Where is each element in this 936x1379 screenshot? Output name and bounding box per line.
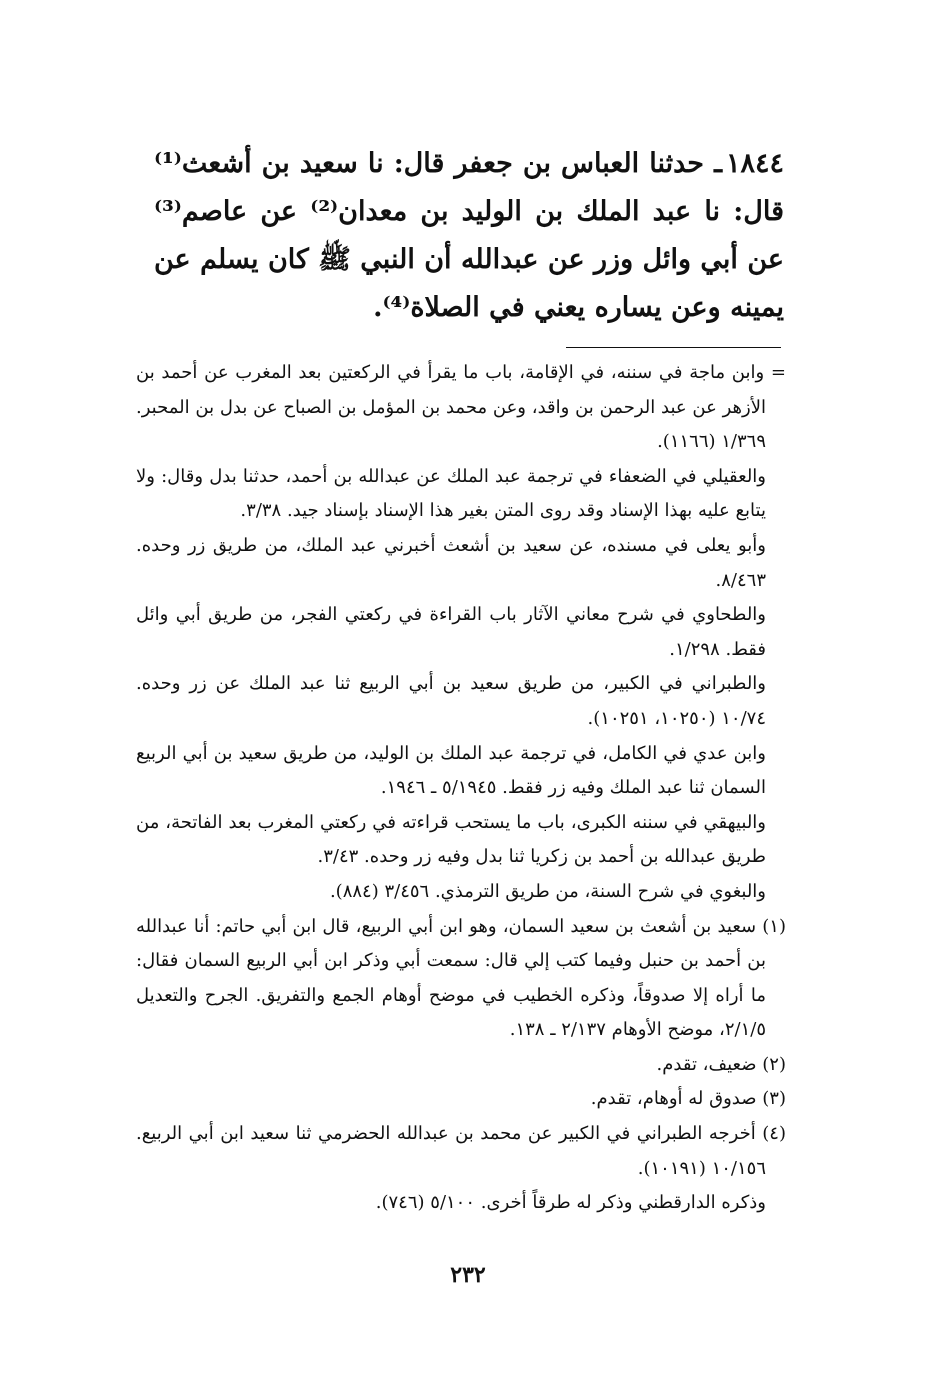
- footnote-1-text: سعيد بن أشعث بن سعيد السمان، وهو ابن أبي الربيع، قال ابن أبي حاتم: أنا عبدالله بن أحمد بن حنبل وفيما كتب إلي قال: سمعت أبي وذكر ابن أبي الربيع السمان فقال: ما أراه إلا صدوقاً، وذكره الخطيب في موضح أوهام الجمع والتفريق. الجرح والتعديل ٢/١/٥، موضح الأوهام ٢/١٣٧ ـ ١٣٨.: [136, 915, 766, 1041]
- footnote-paragraph-baghawi: والبغوي في شرح السنة، من طريق الترمذي. ٣/٤٥٦ (٨٨٤).: [329, 880, 766, 902]
- footnote-3-label: (٣): [762, 1088, 786, 1110]
- footnote-3-text: صدوق له أوهام، تقدم.: [590, 1088, 757, 1110]
- footnote-continuation: = وابن ماجة في سننه، في الإقامة، باب ما يقرأ في الركعتين بعد المغرب عن أحمد بن الأزهر عن عبد الرحمن بن واقد، وعن محمد بن المؤمل بن الصباح عن بدل بن المحبر. ١/٣٦٩ (١١٦٦).: [136, 362, 786, 453]
- footnote-4-text: أخرجه الطبراني في الكبير عن محمد بن عبدالله الحضرمي ثنا سعيد ابن أبي الربيع. ١٠/١٥٦ (١٠١٩١).: [136, 1123, 766, 1179]
- footnote-4-label: (٤): [762, 1123, 786, 1145]
- footnote-paragraph-bayhaqi: والبيهقي في سننه الكبرى، باب ما يستحب قراءته في ركعتي المغرب بعد الفاتحة، من طريق عبدالله بن أحمد بن زكريا ثنا بدل وفيه زر وحده. ٣/٤٣.: [136, 811, 766, 868]
- footnote-2: [136, 1048, 786, 1083]
- footnote-paragraph-ibn-adi: وابن عدي في الكامل، في ترجمة عبد الملك بن الوليد، من طريق سعيد بن أبي الربيع السمان ثنا عبد الملك وفيه زر فقط. ٥/١٩٤٥ ـ ١٩٤٦.: [136, 742, 766, 799]
- footnote-paragraph-uqayli: والعقيلي في الضعفاء في ترجمة عبد الملك عن عبدالله بن أحمد، حدثنا بدل وقال: ولا يتابع عليه بهذا الإسناد وقد روى المتن بغير هذا الإسناد بإسناد جيد. ٣/٣٨.: [136, 465, 766, 522]
- footnote-1: [136, 910, 786, 1048]
- footnote-paragraph-abu-yala: وأبو يعلى في مسنده، عن سعيد بن أشعث أخبرني عبد الملك، من طريق زر وحده. ٨/٤٦٣.: [136, 534, 766, 591]
- footnote-3: [136, 1082, 786, 1117]
- footnote-paragraph-tabarani: والطبراني في الكبير، من طريق سعيد بن أبي الربيع ثنا عبد الملك عن زر وحده. ١٠/٧٤ (١٠٢٥٠، ١٠٢٥١).: [136, 673, 766, 729]
- hadith-number: ١٨٤٤: [725, 148, 784, 179]
- footnote-separator: [566, 347, 781, 348]
- footnote-paragraph-tahawi: والطحاوي في شرح معاني الآثار باب القراءة في ركعتي الفجر، من طريق أبي وائل فقط. ١/٢٩٨.: [136, 604, 766, 660]
- page-number: ٢٣٢: [450, 1262, 486, 1288]
- footnote-1-label: (١): [762, 915, 786, 937]
- footnote-2-text: ضعيف، تقدم.: [656, 1053, 757, 1075]
- footnote-4-closing: وذكره الدارقطني وذكر له طرقاً أخرى. ٥/١٠٠ (٧٤٦).: [375, 1192, 766, 1214]
- hadith-text-block: [154, 140, 784, 332]
- footnotes-section: [136, 356, 786, 1221]
- footnote-4: [136, 1117, 786, 1186]
- footnote-2-label: (٢): [762, 1053, 786, 1075]
- hadith-body: ـ حدثنا العباس بن جعفر قال: نا سعيد بن أشعث⁽¹⁾ قال: نا عبد الملك بن الوليد بن معدان⁽²⁾ عن عاصم⁽³⁾ عن أبي وائل وزر عن عبدالله أن النبي ﷺ كان يسلم عن يمينه وعن يساره يعني في الصلاة⁽⁴⁾.: [154, 148, 785, 323]
